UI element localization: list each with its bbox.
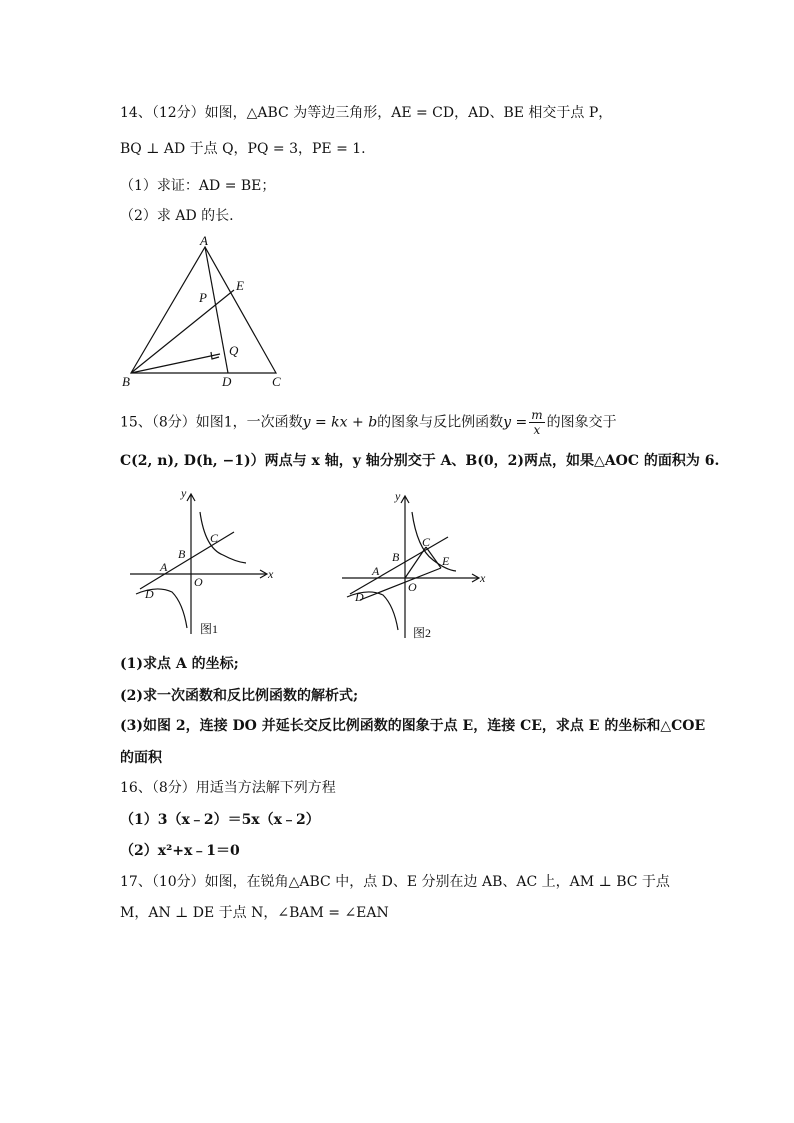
q15-part3a: (3)如图 2，连接 DO 并延长交反比例函数的图象于点 E，连接 CE，求点 E 的坐标和△COE: [120, 718, 706, 734]
fig2-label-e: E: [442, 554, 450, 568]
fig2-label-b: B: [392, 550, 400, 564]
q16-eq1: （1）3（x﹣2）＝5x（x﹣2）: [120, 812, 320, 828]
q14-part1: （1）求证：AD = BE；: [120, 178, 276, 194]
q15-part1: (1)求点 A 的坐标;: [120, 656, 239, 672]
q14-label-b: B: [122, 374, 130, 389]
fig1-label-a: A: [160, 560, 168, 574]
q14-label-c: C: [272, 374, 281, 389]
q15-frac-num: m: [531, 408, 543, 422]
q14-label-q: Q: [229, 343, 239, 358]
fig2-caption: 图2: [413, 626, 432, 640]
fig2-label-o: O: [408, 580, 417, 594]
q14-label-e: E: [236, 278, 244, 293]
q14-label-p: P: [199, 290, 207, 305]
fig2-label-c: C: [422, 535, 431, 549]
fig1-caption: 图1: [200, 622, 219, 636]
q14-line1: 14、（12分）如图，△ABC 为等边三角形，AE = CD，AD、BE 相交于点 P，: [120, 105, 613, 121]
fig1-label-o: O: [194, 575, 203, 589]
q15-suffix: 的图象交于: [546, 414, 617, 431]
q16-eq2: （2）x²+x﹣1＝0: [120, 843, 240, 859]
q14-line2: BQ ⊥ AD 于点 Q，PQ = 3，PE = 1.: [120, 141, 366, 157]
q15-part2: (2)求一次函数和反比例函数的解析式;: [120, 688, 359, 704]
fig1-label-x: x: [268, 567, 274, 581]
q15-part3b: 的面积: [120, 750, 162, 766]
q15-frac-den: x: [533, 423, 541, 437]
q14-label-d: D: [222, 374, 232, 389]
fig1-label-b: B: [178, 547, 186, 561]
q14-label-a: A: [200, 233, 208, 248]
fig2-label-y: y: [395, 489, 401, 503]
q15-line2: C(2, n), D(h, −1)）两点与 x 轴，y 轴分别交于 A、B(0，2)两点，如果△AOC 的面积为 6.: [120, 453, 720, 469]
q15-prefix: 15、（8分）如图1，一次函数: [120, 414, 303, 431]
q17-line2: M，AN ⊥ DE 于点 N，∠BAM = ∠EAN: [120, 905, 389, 921]
q16-title: 16、（8分）用适当方法解下列方程: [120, 780, 336, 796]
fig2-label-a: A: [372, 564, 380, 578]
fig1-label-c: C: [210, 531, 219, 545]
fig1-label-d: D: [145, 587, 154, 601]
fig2-label-x: x: [480, 571, 486, 585]
q14-part2: （2）求 AD 的长.: [120, 208, 234, 224]
q15-y-equals: y =: [503, 414, 528, 431]
fig2-label-d: D: [355, 590, 364, 604]
q15-linear-function: y = kx + b: [302, 414, 378, 431]
fig1-label-y: y: [181, 486, 187, 500]
q17-line1: 17、（10分）如图，在锐角△ABC 中，点 D、E 分别在边 AB、AC 上，AM ⊥ BC 于点: [120, 874, 670, 890]
q15-mid: 的图象与反比例函数: [377, 414, 504, 431]
